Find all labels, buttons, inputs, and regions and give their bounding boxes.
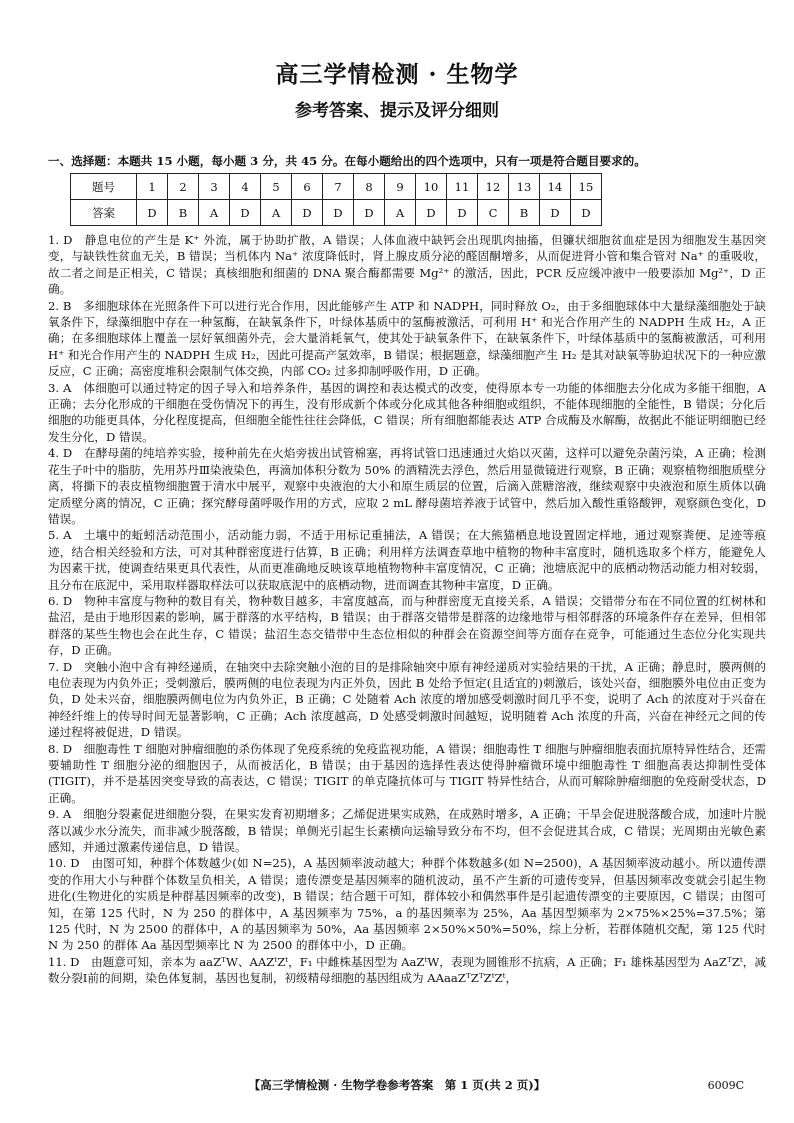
question-number-cell: 14 (540, 174, 571, 200)
page-subtitle: 参考答案、提示及评分细则 (295, 101, 499, 121)
question-number-cell: 5 (261, 174, 292, 200)
answer-cell: D (571, 200, 602, 226)
answer-table-number-row (71, 174, 602, 200)
question-number-cell: 4 (230, 174, 261, 200)
question-number-cell: 6 (292, 174, 323, 200)
question-number-cell: 12 (478, 174, 509, 200)
explanation-item: 6. D 物种丰富度与物种的数目有关，物种数目越多，丰富度越高，而与种群密度无直接关系，A 错误；交错带分布在不同位置的红树林和盐沼，是由于地形因素的影响，属于群落的水平结构，B 错误；由于群落交错带是群落的边缘地带与相邻群落的环境条件存在差异，但相邻群落的某些生物也会在此生存，C 错误；盐沼生态交错带中生态位相似的种群会在资源空间等方面存在竞争，可能通过生态位分化实现共存，D 正确。 (48, 593, 766, 658)
table-header-cell: 答案 (71, 200, 137, 226)
explanation-item: 7. D 突触小泡中含有神经递质，在轴突中去除突触小泡的目的是排除轴突中原有神经递质对实验结果的干扰，A 正确；静息时，膜两侧的电位表现为内负外正；受刺激后，膜两侧的电位表现为内正外负，因此 B 处给予恒定(且适宜的)刺激后，该处兴奋，细胞膜外电位由正变为负，D 处未兴奋，细胞膜两侧电位为内负外正，B 正确；C 处随着 Ach 浓度的增加感受刺激时间几乎不变，说明了 Ach 的浓度对于兴奋在神经纤维上的传导时间无显著影响，C 正确；Ach 浓度越高，D 处感受刺激时间越短，说明随着 Ach 浓度的升高，兴奋在神经元之间的传递过程将被促进，D 错误。 (48, 659, 766, 740)
explanation-item: 11. D 由题意可知，亲本为 aaZᵀW、AAZᵗZᵗ，F₁ 中雌株基因型为 AaZᵗW，表现为圆锥形不抗病，A 正确；F₁ 雄株基因型为 AaZᵀZᵗ，减数分裂Ⅰ前的间期，染色体复制，基因也复制，初级精母细胞的基因组成为 AAaaZᵀZᵀZᵗZᵗ， (48, 954, 766, 986)
question-number-cell: 11 (447, 174, 478, 200)
answer-cell: D (447, 200, 478, 226)
explanation-item: 9. A 细胞分裂素促进细胞分裂，在果实发育初期增多；乙烯促进果实成熟，在成熟时增多，A 正确；干旱会促进脱落酸合成，加速叶片脱落以减少水分流失，而非减少脱落酸，B 错误；单侧光引起生长素横向运输导致分布不均，但不会促进其合成，C 错误；光周期由光敏色素感知，并通过激素传递信息，D 错误。 (48, 807, 766, 855)
explanation-list (48, 232, 766, 987)
question-number-cell: 3 (199, 174, 230, 200)
explanation-item: 5. A 土壤中的蚯蚓活动范围小，活动能力弱，不适于用标记重捕法，A 错误；在大熊猫栖息地设置固定样地，通过观察粪便、足迹等痕迹，结合相关经验和方法，可对其种群密度进行估算，B 正确；利用样方法调查草地中植物的物种丰富度时，随机选取多个样方，能避免人为因素干扰，使调查结果更具代表性，从而更准确地反映该草地植物物种丰富度情况，C 正确；池塘底泥中的底栖动物活动能力相对较弱，且分布在底泥中，采用取样器取样法可以获取底泥中的底栖动物，进而调查其物种丰富度，D 正确。 (48, 528, 766, 592)
question-number-cell: 10 (416, 174, 447, 200)
answer-cell: D (137, 200, 168, 226)
question-number-cell: 2 (168, 174, 199, 200)
page-footer: 【高三学情检测 · 生物学卷参考答案 第 1 页(共 2 页)】 (248, 1078, 546, 1092)
explanation-item: 3. A 体细胞可以通过特定的因子导入和培养条件，基因的调控和表达模式的改变，使得原本专一功能的体细胞去分化成为多能干细胞，A 正确；去分化形成的干细胞在受伤情况下的再生，没有形成新个体或分化成其他各种细胞或组织，不能体现细胞的全能性，B 错误；分化后细胞的功能更具体，分化程度提高，但细胞全能性往往会降低，C 错误；所有细胞都能表达 ATP 合成酶及水解酶，故据此不能证明细胞已经发生分化，D 错误。 (48, 380, 766, 444)
question-number-cell: 13 (509, 174, 540, 200)
question-number-cell: 9 (385, 174, 416, 200)
answer-table-answer-row (71, 200, 602, 226)
question-number-cell: 8 (354, 174, 385, 200)
answer-cell: D (354, 200, 385, 226)
answer-cell: D (230, 200, 261, 226)
question-number-cell: 15 (571, 174, 602, 200)
explanation-item: 10. D 由图可知，种群个体数越少(如 N=25)，A 基因频率波动越大；种群个体数越多(如 N=2500)，A 基因频率波动越小。所以遗传漂变的作用大小与种群个体数呈负相关，A 错误；遗传漂变是基因频率的随机波动，虽不产生新的可遗传变异，但基因频率改变就会引起生物进化(生物进化的实质是种群基因频率的改变)，B 错误；结合题干可知，群体较小和偶然事件是引起遗传漂变的主要原因，C 错误；由图可知，在第 125 代时，N 为 250 的群体中，A 基因频率为 75%，a 的基因频率为 25%，Aa 基因型频率为 2×75%×25%=37.5%；第 125 代时，N 为 2500 的群体中，A 的基因频率为 50%，Aa 基因频率 2×50%×50%=50%，综上分析，若群体随机交配，第 125 代时 N 为 250 的群体 Aa 基因型频率比 N 为 2500 的群体中小，D 正确。 (48, 856, 766, 953)
answer-cell: D (416, 200, 447, 226)
explanation-item: 4. D 在酵母菌的纯培养实验，接种前先在火焰旁拔出试管棉塞，再将试管口迅速通过火焰以灭菌，这样可以避免杂菌污染，A 正确；检测花生子叶中的脂肪，先用苏丹Ⅲ染液染色，再滴加体积分数为 50% 的酒精洗去浮色，然后用显微镜进行观察，B 正确；观察植物细胞质壁分离，将撕下的表皮植物细胞置于清水中展平，观察中央液泡的大小和原生质层的位置，后滴入蔗糖溶液，继续观察中央液泡和原生质体以确定质壁分离的情况，C 正确；探究酵母菌呼吸作用的方式，应取 2 mL 酵母菌培养液于试管中，然后加入酸性重铬酸钾，观察颜色变化，D 错误。 (48, 446, 766, 526)
question-number-cell: 1 (137, 174, 168, 200)
answer-cell: A (199, 200, 230, 226)
answer-cell: D (540, 200, 571, 226)
section-heading: 一、选择题：本题共 15 小题，每小题 3 分，共 45 分。在每小题给出的四个选项中，只有一项是符合题目要求的。 (48, 154, 646, 168)
answer-cell: B (509, 200, 540, 226)
answer-cell: B (168, 200, 199, 226)
answer-cell: D (292, 200, 323, 226)
explanation-item: 8. D 细胞毒性 T 细胞对肿瘤细胞的杀伤体现了免疫系统的免疫监视功能，A 错误；细胞毒性 T 细胞与肿瘤细胞表面抗原特异性结合，还需要辅助性 T 细胞分泌的细胞因子，从而被活化，B 错误；由于基因的选择性表达使得肿瘤微环境中细胞毒性 T 细胞高表达抑制性受体(TIGIT)，并不是基因突变导致的高表达，C 错误；TIGIT 的单克隆抗体可与 TIGIT 特异性结合，从而可解除肿瘤细胞的免疫耐受状态，D 正确。 (48, 741, 766, 805)
table-header-cell: 题号 (71, 174, 137, 200)
answer-table (70, 173, 602, 226)
answer-cell: A (385, 200, 416, 226)
paper-code: 6009C (707, 1079, 744, 1092)
answer-cell: C (478, 200, 509, 226)
question-number-cell: 7 (323, 174, 354, 200)
explanation-item: 2. B 多细胞球体在光照条件下可以进行光合作用，因此能够产生 ATP 和 NADPH，同时释放 O₂，由于多细胞球体中大量绿藻细胞处于缺氧条件下，绿藻细胞中存在一种氢酶，在缺氧条件下，叶绿体基质中的氢酶被激活，可利用 H⁺ 和光合作用产生的 NADPH 生成 H₂，A 正确；在多细胞球体上覆盖一层好氧细菌外壳，会大量消耗氧气，使其处于缺氧条件下，在缺氧条件下，叶绿体基质中的氢酶被激活，可利用 H⁺ 和光合作用产生的 NADPH 生成 H₂，因此可提高产氢效率，B 错误；根据题意，绿藻细胞产生 H₂ 是其对缺氧等胁迫状况下的一种应激反应，C 正确；高密度堆积会限制气体交换，内部 CO₂ 过多抑制呼吸作用，D 正确。 (48, 298, 766, 379)
answer-cell: D (323, 200, 354, 226)
answer-cell: A (261, 200, 292, 226)
explanation-item: 1. D 静息电位的产生是 K⁺ 外流，属于协助扩散，A 错误；人体血液中缺钙会出现肌肉抽搐，但镰状细胞贫血症是因为细胞发生基因突变，与缺铁性贫血无关，B 错误；当机体内 Na⁺ 浓度降低时，肾上腺皮质分泌的醛固酮增多，从而促进肾小管和集合管对 Na⁺ 的重吸收，故二者之间是正相关，C 错误；真核细胞和细菌的 DNA 聚合酶都需要 Mg²⁺ 的激活，因此，PCR 反应缓冲液中一般要添加 Mg²⁺，D 正确。 (48, 233, 766, 297)
page-title: 高三学情检测 · 生物学 (275, 61, 519, 88)
